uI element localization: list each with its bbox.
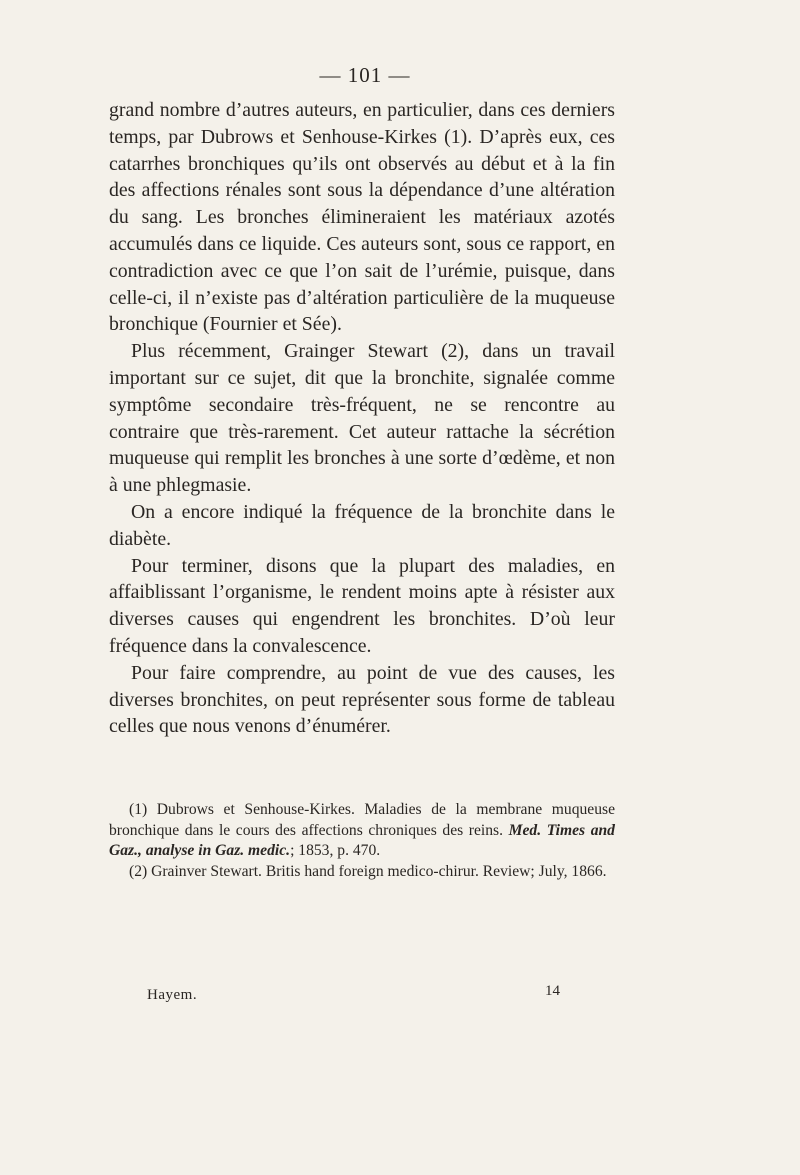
- signature-number: 14: [545, 983, 560, 999]
- paragraph-1: grand nombre d’autres auteurs, en particulier, dans ces derniers temps, par Dubrows et Senhouse-Kirkes (1). D’après eux, ces catarrhes bronchiques qu’ils ont observés au début et à la fin des affections rénales sont sous la dépendance d’une altération du sang. Les bronches élimineraient les matériaux azotés accumulés dans ce liquide. Ces auteurs sont, sous ce rapport, en contradiction avec ce que l’on sait de l’urémie, puisque, dans celle-ci, il n’existe pas d’altération particulière de la muqueuse bronchique (Fournier et Sée).: [109, 99, 615, 336]
- signature: Hayem.: [147, 987, 198, 1003]
- footnote-1-text: (1) Dubrows et Senhouse-Kirkes. Maladies de la membrane muqueuse bronchique dans le cours des affections chroniques des reins.: [109, 801, 615, 839]
- footnote-1-end: ; 1853, p. 470.: [290, 842, 381, 859]
- footnote-1-journal: Med. Times and Gaz., analyse in Gaz. medic.: [109, 821, 615, 859]
- paragraph-4: Pour terminer, disons que la plupart des maladies, en affaiblissant l’organisme, le rendent moins apte à résister aux diverses causes qui engendrent les bronchites. D’où leur fréquence dans la convalescence.: [109, 554, 615, 657]
- paragraph-3: On a encore indiqué la fréquence de la bronchite dans le diabète.: [109, 500, 615, 550]
- paragraph-2: Plus récemment, Grainger Stewart (2), dans un travail important sur ce sujet, dit que la bronchite, signalée comme symptôme secondaire très-fréquent, ne se rencontre au contraire que très-rarement. Cet auteur rattache la sécrétion muqueuse qui remplit les bronches à une sorte d’œdème, et non à une phlegmasie.: [109, 340, 615, 497]
- footnotes: [109, 800, 615, 882]
- footnote-1: [109, 800, 615, 862]
- page-number: — 101 —: [319, 63, 411, 87]
- footnote-2: (2) Grainver Stewart. Britis hand foreign medico-chirur. Review; July, 1866.: [129, 862, 607, 880]
- paragraph-5: Pour faire comprendre, au point de vue des causes, les diverses bronchites, on peut représenter sous forme de tableau celles que nous venons d’énumérer.: [109, 661, 615, 738]
- main-text: [109, 97, 615, 740]
